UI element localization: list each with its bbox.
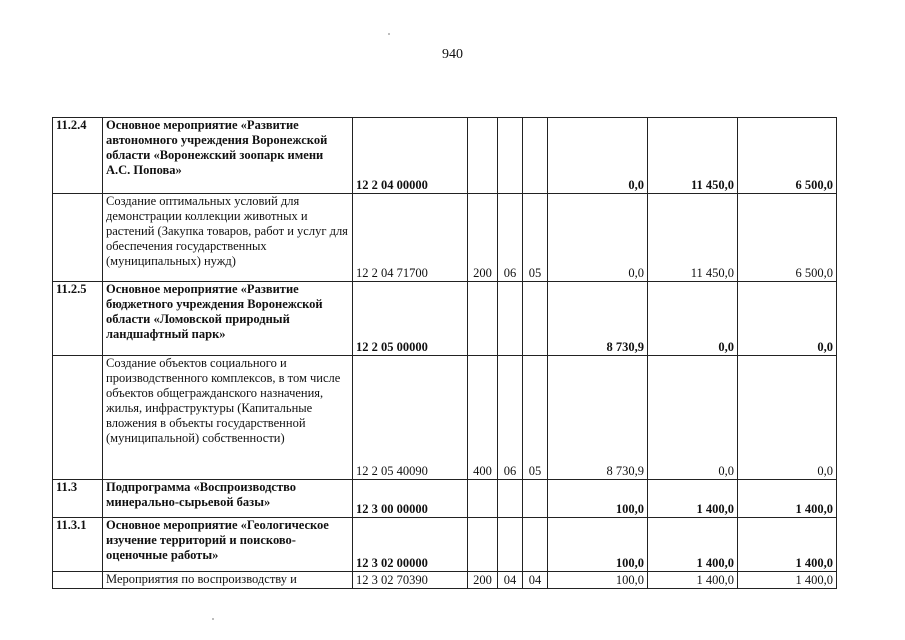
row-value-1: 0,0 bbox=[548, 194, 648, 282]
row-value-2: 1 400,0 bbox=[648, 480, 738, 518]
row-value-3: 6 500,0 bbox=[738, 118, 837, 194]
row-vr bbox=[468, 282, 498, 356]
row-name: Мероприятия по воспроизводству и bbox=[103, 572, 353, 589]
row-value-2: 11 450,0 bbox=[648, 118, 738, 194]
row-id: 11.2.4 bbox=[53, 118, 103, 194]
row-id bbox=[53, 194, 103, 282]
row-value-1: 100,0 bbox=[548, 518, 648, 572]
row-value-2: 1 400,0 bbox=[648, 518, 738, 572]
row-name: Основное мероприятие «Развитие автономного учреждения Воронежской области «Воронежский зоопарк имени А.С. Попова» bbox=[103, 118, 353, 194]
row-vr: 400 bbox=[468, 356, 498, 480]
row-value-2: 0,0 bbox=[648, 356, 738, 480]
row-code: 12 3 02 70390 bbox=[353, 572, 468, 589]
row-id bbox=[53, 356, 103, 480]
row-vr bbox=[468, 480, 498, 518]
row-value-1: 100,0 bbox=[548, 480, 648, 518]
table-row bbox=[53, 194, 837, 282]
row-pr bbox=[523, 282, 548, 356]
row-value-1: 8 730,9 bbox=[548, 282, 648, 356]
row-rz: 06 bbox=[498, 194, 523, 282]
row-pr: 05 bbox=[523, 356, 548, 480]
row-value-3: 6 500,0 bbox=[738, 194, 837, 282]
row-pr bbox=[523, 118, 548, 194]
row-rz: 04 bbox=[498, 572, 523, 589]
row-value-3: 0,0 bbox=[738, 282, 837, 356]
row-name: Основное мероприятие «Геологическое изучение территорий и поисково-оценочные работы» bbox=[103, 518, 353, 572]
table-row bbox=[53, 480, 837, 518]
row-vr: 200 bbox=[468, 572, 498, 589]
row-rz: 06 bbox=[498, 356, 523, 480]
row-pr: 04 bbox=[523, 572, 548, 589]
row-id bbox=[53, 572, 103, 589]
row-value-1: 8 730,9 bbox=[548, 356, 648, 480]
row-rz bbox=[498, 480, 523, 518]
row-code: 12 2 04 71700 bbox=[353, 194, 468, 282]
row-code: 12 3 02 00000 bbox=[353, 518, 468, 572]
row-name: Создание объектов социального и производственного комплексов, в том числе объектов общегражданского назначения, жилья, инфраструктуры (Капитальные вложения в объекты государственной (муниципальной) собственности) bbox=[103, 356, 353, 480]
row-name: Создание оптимальных условий для демонстрации коллекции животных и растений (Закупка товаров, работ и услуг для обеспечения государственных (муниципальных) нужд) bbox=[103, 194, 353, 282]
row-value-3: 1 400,0 bbox=[738, 518, 837, 572]
scan-speck bbox=[212, 618, 214, 620]
table-row bbox=[53, 282, 837, 356]
row-code: 12 2 05 40090 bbox=[353, 356, 468, 480]
table-row bbox=[53, 572, 837, 589]
row-rz bbox=[498, 118, 523, 194]
row-rz bbox=[498, 518, 523, 572]
row-value-2: 0,0 bbox=[648, 282, 738, 356]
row-pr bbox=[523, 480, 548, 518]
budget-table bbox=[52, 117, 837, 589]
row-id: 11.3.1 bbox=[53, 518, 103, 572]
row-vr bbox=[468, 118, 498, 194]
row-value-3: 1 400,0 bbox=[738, 572, 837, 589]
row-value-2: 11 450,0 bbox=[648, 194, 738, 282]
table-row bbox=[53, 118, 837, 194]
row-name: Основное мероприятие «Развитие бюджетного учреждения Воронежской области «Ломовской природный ландшафтный парк» bbox=[103, 282, 353, 356]
row-value-2: 1 400,0 bbox=[648, 572, 738, 589]
row-pr: 05 bbox=[523, 194, 548, 282]
row-vr: 200 bbox=[468, 194, 498, 282]
scan-speck bbox=[388, 33, 390, 35]
row-value-3: 1 400,0 bbox=[738, 480, 837, 518]
row-name: Подпрограмма «Воспроизводство минерально-сырьевой базы» bbox=[103, 480, 353, 518]
row-pr bbox=[523, 518, 548, 572]
row-code: 12 2 05 00000 bbox=[353, 282, 468, 356]
row-code: 12 2 04 00000 bbox=[353, 118, 468, 194]
row-id: 11.2.5 bbox=[53, 282, 103, 356]
page-number: 940 bbox=[442, 47, 463, 62]
row-vr bbox=[468, 518, 498, 572]
row-value-3: 0,0 bbox=[738, 356, 837, 480]
row-value-1: 0,0 bbox=[548, 118, 648, 194]
row-rz bbox=[498, 282, 523, 356]
table-row bbox=[53, 356, 837, 480]
row-value-1: 100,0 bbox=[548, 572, 648, 589]
table-row bbox=[53, 518, 837, 572]
row-id: 11.3 bbox=[53, 480, 103, 518]
row-code: 12 3 00 00000 bbox=[353, 480, 468, 518]
